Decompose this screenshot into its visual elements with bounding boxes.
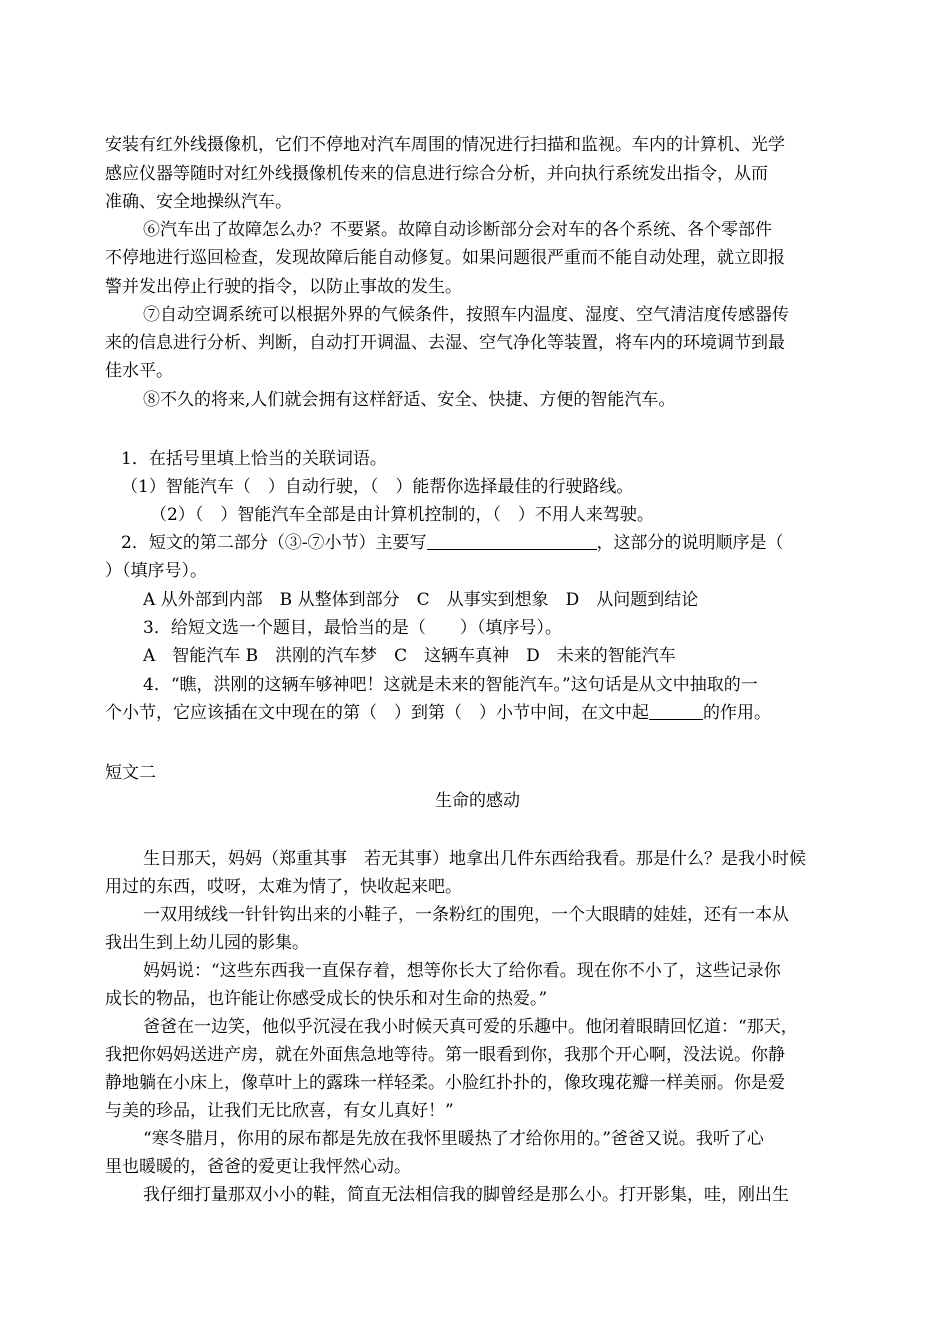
passage1-paragraph-8: ⑧不久的将来,人们就会拥有这样舒适、安全、快捷、方便的智能汽车。 (143, 390, 676, 410)
passage2-line: 妈妈说：“这些东西我一直保存着，想等你长大了给你看。现在你不小了，这些记录你 (143, 961, 781, 981)
question-2 (121, 529, 850, 557)
question-4: 4．“瞧，洪刚的这辆车够神吧！这就是未来的智能汽车。”这句话是从文中抽取的一 (143, 675, 758, 695)
passage2-line: 一双用绒线一针针钩出来的小鞋子，一条粉红的围兜，一个大眼睛的娃娃，还有一本从 (143, 905, 789, 925)
passage1-line: 感应仪器等随时对红外线摄像机传来的信息进行综合分析，并向执行系统发出指令，从而 (105, 164, 768, 184)
passage2-line: 我仔细打量那双小小的鞋，简直无法相信我的脚曾经是那么小。打开影集，哇，刚出生 (143, 1185, 789, 1205)
passage2-line: 里也暖暖的，爸爸的爱更让我怦然心动。 (105, 1157, 411, 1177)
question-3-options: A 智能汽车 B 洪刚的汽车梦 C 这辆车真神 D 未来的智能汽车 (143, 646, 676, 666)
answer-blank[interactable] (427, 531, 597, 550)
passage1-line: 安装有红外线摄像机，它们不停地对汽车周围的情况进行扫描和监视。车内的计算机、光学 (105, 135, 785, 155)
question-2-options: A 从外部到内部 B 从整体到部分 C 从事实到想象 D 从问题到结论 (143, 590, 699, 610)
question-2-text-b: ，这部分的说明顺序是（ (596, 533, 784, 553)
passage1-line: 不停地进行巡回检查，发现故障后能自动修复。如果问题很严重而不能自动处理，就立即报 (105, 248, 785, 268)
passage1-line: 准确、安全地操纵汽车。 (105, 192, 292, 212)
passage1-line: 警并发出停止行驶的指令，以防止事故的发生。 (105, 277, 462, 297)
passage2-line: “寒冬腊月，你用的尿布都是先放在我怀里暖热了才给你用的。”爸爸又说。我听了心 (143, 1129, 764, 1149)
question-4-text-b: 的作用。 (703, 703, 771, 723)
section-label: 短文二 (105, 763, 156, 783)
question-2-text-a: 2．短文的第二部分（③-⑦小节）主要写 (121, 533, 427, 553)
question-1-item-2: （2）（ ）智能汽车全部是由计算机控制的，（ ）不用人来驾驶。 (150, 505, 654, 525)
question-2-continuation: ）（填序号）。 (105, 561, 207, 581)
passage1-line: 来的信息进行分析、判断，自动打开调温、去湿、空气净化等装置，将车内的环境调节到最 (105, 333, 785, 353)
question-3: 3．给短文选一个题目，最恰当的是（ ）（填序号）。 (143, 618, 562, 638)
answer-blank[interactable] (649, 701, 703, 720)
passage1-paragraph-6: ⑥汽车出了故障怎么办？不要紧。故障自动诊断部分会对车的各个系统、各个零部件 (143, 220, 772, 240)
passage2-line: 用过的东西，哎呀，太难为情了，快收起来吧。 (105, 877, 462, 897)
passage2-line: 成长的物品，也许能让你感受成长的快乐和对生命的热爱。” (105, 989, 548, 1009)
passage1-paragraph-7: ⑦自动空调系统可以根据外界的气候条件，按照车内温度、湿度、空气清洁度传感器传 (143, 305, 789, 325)
question-4-continuation (105, 699, 850, 727)
passage2-line: 爸爸在一边笑，他似乎沉浸在我小时候天真可爱的乐趣中。他闭着眼睛回忆道：“那天， (143, 1017, 798, 1037)
passage2-line: 我出生到上幼儿园的影集。 (105, 933, 309, 953)
passage2-line: 静地躺在小床上，像草叶上的露珠一样轻柔。小脸红扑扑的，像玫瑰花瓣一样美丽。你是爱 (105, 1073, 785, 1093)
passage2-line: 与美的珍品，让我们无比欣喜，有女儿真好！” (105, 1101, 454, 1121)
question-1: 1．在括号里填上恰当的关联词语。 (121, 449, 387, 469)
passage2-line: 我把你妈妈送进产房，就在外面焦急地等待。第一眼看到你，我那个开心啊，没法说。你静 (105, 1045, 785, 1065)
question-4-text-a: 个小节，它应该插在文中现在的第（ ）到第（ ）小节中间，在文中起 (105, 703, 649, 723)
passage2-line: 生日那天，妈妈（郑重其事 若无其事）地拿出几件东西给我看。那是什么？是我小时候 (143, 849, 806, 869)
passage-title: 生命的感动 (435, 791, 520, 811)
passage1-line: 佳水平。 (105, 361, 173, 381)
question-1-item-1: （1）智能汽车（ ）自动行驶，（ ）能帮你选择最佳的行驶路线。 (121, 477, 634, 497)
